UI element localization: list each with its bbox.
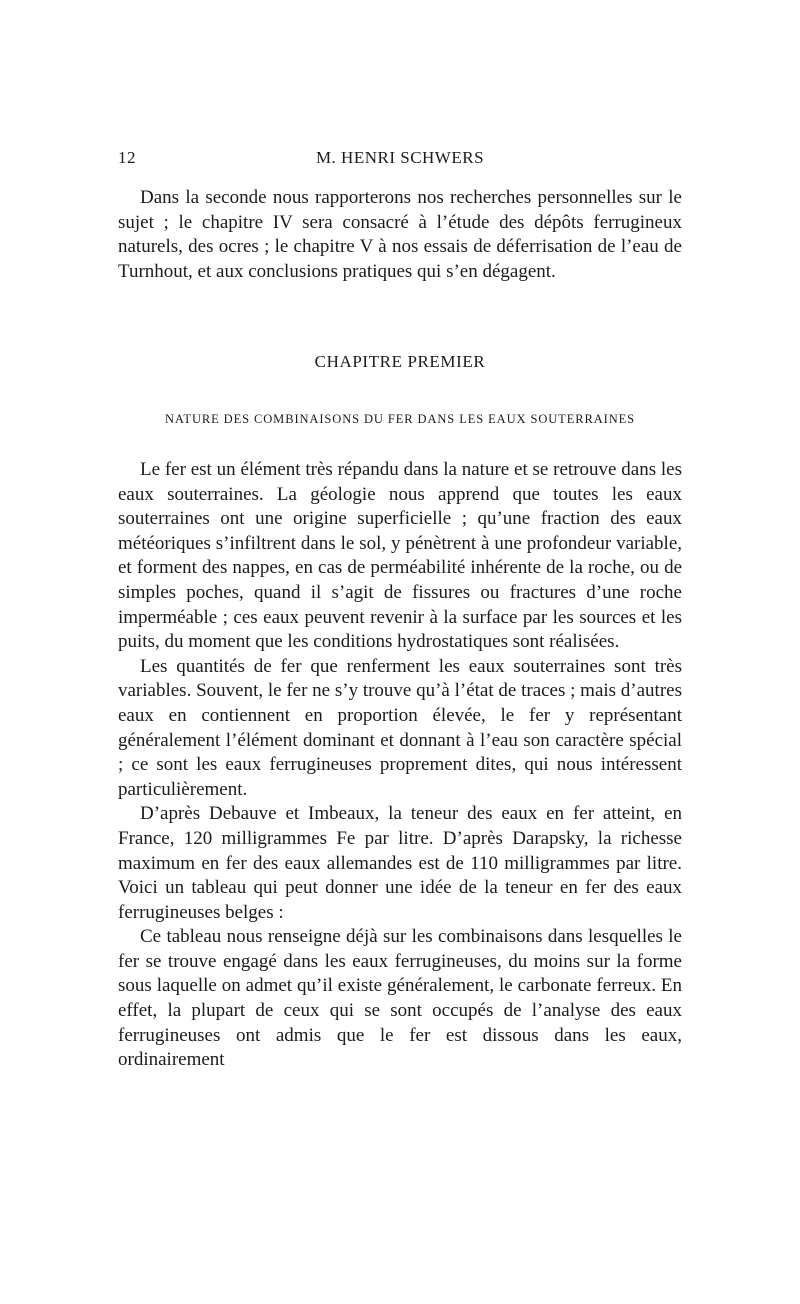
chapter-title: CHAPITRE PREMIER [314,352,486,371]
body-paragraph: Le fer est un élément très répandu dans la nature et se retrouve dans les eaux souterraines. La géologie nous apprend que toutes les eaux souterraines ont une origine superficielle ; qu’une fraction des eaux météoriques s’infiltrent dans le sol, y pénètrent à une profondeur variable, et forment des nappes, en cas de perméabilité inhérente de la roche, ou de simples poches, quand il s’agit de fissures ou fractures d’une roche imperméable ; ces eaux peuvent revenir à la surface par les sources et les puits, du moment que les conditions hydrostatiques sont réalisées. [118,459,682,653]
chapter-subtitle: NATURE DES COMBINAISONS DU FER DANS LES EAUX SOUTERRAINES [164,412,636,426]
intro-section [118,186,682,284]
intro-paragraph: Dans la seconde nous rapporterons nos recherches personnelles sur le sujet ; le chapitre IV sera consacré à l’étude des dépôts ferrugineux naturels, des ocres ; le chapitre V à nos essais de déferrisation de l’eau de Turnhout, et aux conclusions pratiques qui s’en dégagent. [118,187,682,282]
body-paragraph: Les quantités de fer que renferment les eaux souterraines sont très variables. Souvent, le fer ne s’y trouve qu’à l’état de traces ; mais d’autres eaux en contiennent en proportion élevée, le fer y représentant généralement l’élément dominant et donnant à l’eau son caractère spécial ; ce sont les eaux ferrugineuses proprement dites, qui nous intéressent particulièrement. [118,655,682,800]
body-paragraph: D’après Debauve et Imbeaux, la teneur des eaux en fer atteint, en France, 120 milligrammes Fe par litre. D’après Darapsky, la richesse maximum en fer des eaux allemandes est de 110 milligrammes par litre. Voici un tableau qui peut donner une idée de la teneur en fer des eaux ferrugineuses belges : [118,803,682,923]
chapter-body [118,458,682,1073]
running-title: M. HENRI SCHWERS [315,148,485,167]
page-number: 12 [118,148,136,167]
body-paragraph: Ce tableau nous renseigne déjà sur les combinaisons dans lesquelles le fer se trouve engagé dans les eaux ferrugineuses, du moins sur la forme sous laquelle on admet qu’il existe généralement, le carbonate ferreux. En effet, la plupart de ceux qui se sont occupés de l’analyse des eaux ferrugineuses ont admis que le fer est dissous dans les eaux, ordinairement [118,926,682,1071]
running-head [118,148,682,172]
